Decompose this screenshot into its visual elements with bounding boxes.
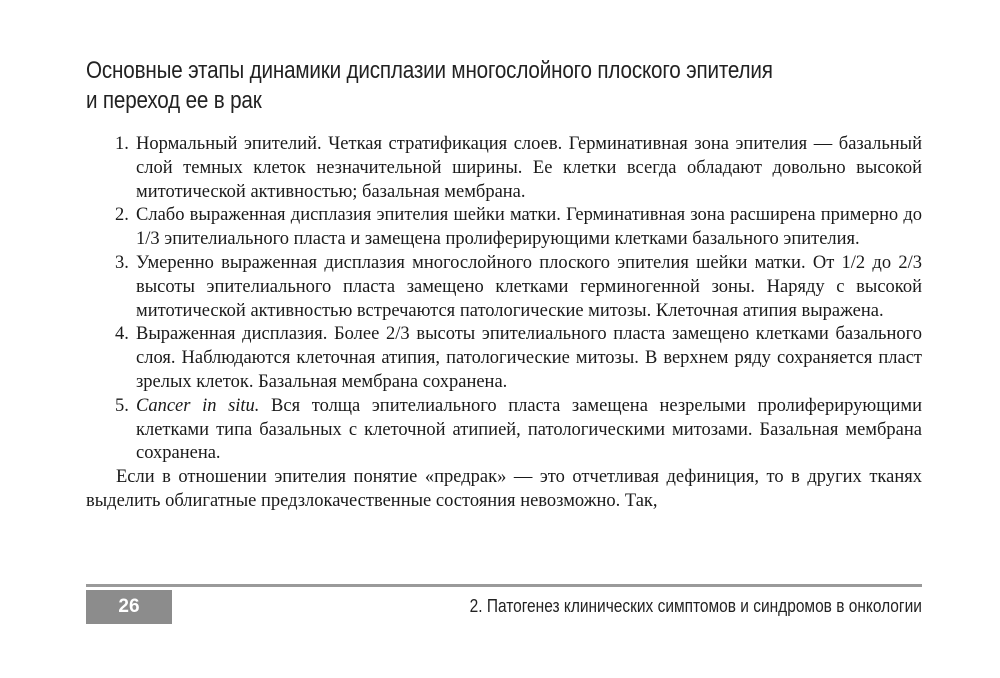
section-heading-line-1: Основные этапы динамики дисплазии многослойного плоского эпителия: [86, 57, 773, 84]
stage-text: Слабо выраженная дисплазия эпителия шейки матки. Герминативная зона расширена примерно до 1/3 эпителиального пласта и замещена пролиферирующими клетками базального эпителия.: [136, 205, 922, 250]
body-text: [86, 133, 922, 514]
stage-item-4: [86, 323, 922, 394]
page-footer: [86, 584, 922, 624]
stage-text: Вся толща эпителиального пласта замещена незрелыми пролиферирующими клетками типа базальных с клеточной атипией, патологическими митозами. Базальная мембрана сохранена.: [136, 395, 922, 464]
section-heading-line-2: и переход ее в рак: [86, 87, 262, 114]
stage-item-1: [86, 133, 922, 204]
footer-rule: [86, 584, 922, 587]
running-chapter-title: 2. Патогенез клинических симптомов и синдромов в онкологии: [469, 596, 922, 616]
page-number: 26: [86, 590, 172, 624]
stage-number: 4.: [115, 324, 129, 345]
stage-item-5: [86, 395, 922, 466]
section-heading: [86, 56, 808, 116]
stage-number: 2.: [115, 205, 129, 226]
stage-text: Выраженная дисплазия. Более 2/3 высоты эпителиального пласта замещено клетками базального слоя. Наблюдаются клеточная атипия, патологические митозы. В верхнем ряду сохраняется пласт зрелых клеток. Базальная мембрана сохранена.: [136, 324, 922, 392]
stage-text: Нормальный эпителий. Четкая стратификация слоев. Герминативная зона эпителия — базальный слой темных клеток незначительной ширины. Ее клетки всегда обладают довольно высокой митотической активностью; базальная мембрана.: [136, 134, 922, 202]
stage-number: 5.: [115, 395, 129, 416]
stage-number: 1.: [115, 134, 129, 154]
stages-list: [86, 133, 922, 466]
stage-lead-term: Cancer in situ.: [136, 395, 260, 416]
stage-item-3: [86, 252, 922, 323]
stage-item-2: [86, 204, 922, 252]
stage-number: 3.: [115, 252, 129, 273]
stage-text: Умеренно выраженная дисплазия многослойного плоского эпителия шейки матки. От 1/2 до 2/3 высоты эпителиального пласта замещено клетками герминогенной зоны. Наряду с высокой митотической активностью встречаются патологические митозы. Клеточная атипия выражена.: [136, 252, 922, 321]
body-paragraph: Если в отношении эпителия понятие «предрак» — это отчетливая дефиниция, то в других тканях выделить облигатные предзлокачественные состояния невозможно. Так,: [86, 467, 922, 511]
